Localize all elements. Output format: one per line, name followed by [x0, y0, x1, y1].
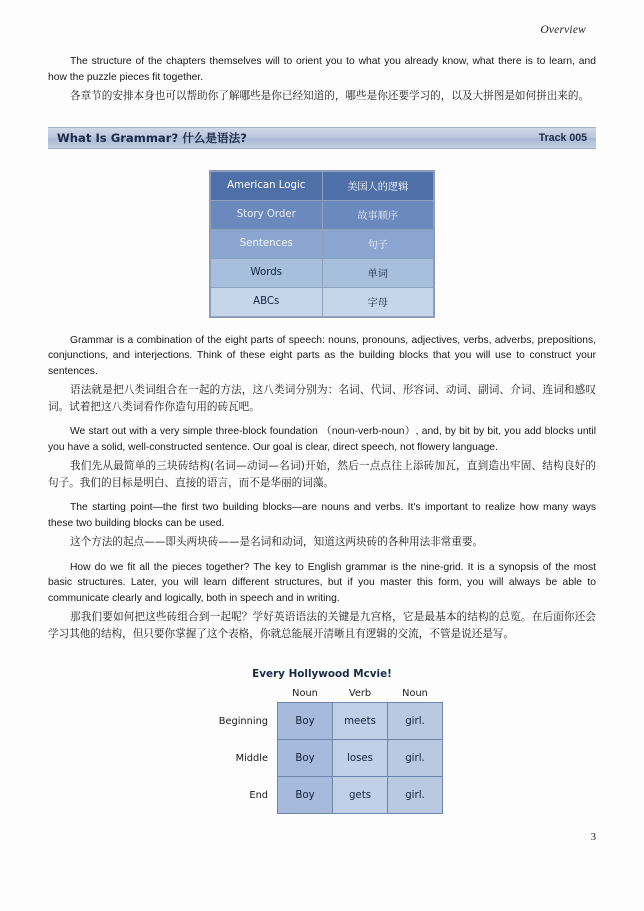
body-paragraph-3-cn: 这个方法的起点——即头两块砖——是名词和动词，知道这两块砖的各种用法非常重要。 — [70, 536, 484, 548]
grammar-pyramid-figure — [48, 171, 596, 317]
grid-cell: Boy — [278, 703, 333, 740]
pyramid-cell-cn: 故事顺序 — [322, 200, 434, 229]
pyramid-cell-en: Words — [211, 258, 323, 287]
table-row — [211, 287, 434, 316]
column-header-verb: Verb — [348, 687, 372, 699]
grid-cell: girl. — [388, 740, 443, 777]
pyramid-cell-en: ABCs — [211, 287, 323, 316]
column-header-noun-1: Noun — [292, 687, 318, 699]
corner-spacer — [201, 684, 278, 703]
intro-paragraph-cn: 各章节的安排本身也可以帮助你了解哪些是你已经知道的，哪些是你还要学习的，以及大拼图是如何拼出来的。 — [70, 90, 590, 102]
body-paragraph-2-cn: 我们先从最简单的三块砖结构(名词—动词—名词)开始，然后一点点往上添砖加瓦，直到造出牢固、结构良好的句子。我们的目标是明白、直接的语言，而不是华丽的词藻。 — [48, 460, 596, 489]
row-label-middle: Middle — [235, 752, 268, 764]
body-paragraph-2-en: We start out with a very simple three-block foundation （noun-verb-noun）, and, by bit by bit, you add blocks until you have a solid, well-constructed sentence. Our goal is clear, direct speech, not flowery language. — [48, 426, 596, 453]
nine-grid-table — [201, 684, 443, 814]
grid-cell: loses — [333, 740, 388, 777]
body-paragraph-3-en: The starting point—the first two building blocks—are nouns and verbs. It's important to realize how many ways these two building blocks can be used. — [48, 502, 596, 529]
pyramid-cell-cn: 单词 — [322, 258, 434, 287]
table-header-row — [201, 684, 443, 703]
grid-cell: Boy — [278, 740, 333, 777]
grid-cell: Boy — [278, 777, 333, 814]
body-paragraph-4-cn: 那我们要如何把这些砖组合到一起呢？学好英语语法的关键是九宫格，它是最基本的结构的总览。在后面你还会学习其他的结构，但只要你掌握了这个表格，你就总能展开清晰且有逻辑的交流，不管是说还是写。 — [48, 611, 596, 640]
section-header-bar — [48, 127, 596, 149]
grid-cell: gets — [333, 777, 388, 814]
table-row — [201, 703, 443, 740]
pyramid-cell-en: Sentences — [211, 229, 323, 258]
table-row — [201, 777, 443, 814]
nine-grid-title: Every Hollywood Mcvie! — [252, 668, 392, 680]
grid-cell: girl. — [388, 703, 443, 740]
body-paragraph-4-en: How do we fit all the pieces together? The key to English grammar is the nine-grid. It is a synopsis of the most basic structures. Later, you will learn different structures, but if you master this form, you will always be able to communicate clearly and logically, both in speech and in writing. — [48, 561, 596, 604]
page-number: 3 — [590, 832, 596, 843]
table-row — [211, 229, 434, 258]
intro-block — [48, 54, 596, 105]
pyramid-cell-cn: 美国人的逻辑 — [322, 171, 434, 200]
body-paragraph-1-cn: 语法就是把八类词组合在一起的方法，这八类词分别为：名词、代词、形容词、动词、副词、介词、连词和感叹词。试着把这八类词看作你造句用的砖瓦吧。 — [48, 384, 596, 413]
pyramid-cell-en: Story Order — [211, 200, 323, 229]
section-title: What Is Grammar? 什么是语法? — [57, 130, 247, 145]
section-track-label: Track 005 — [538, 131, 587, 144]
grid-cell: girl. — [388, 777, 443, 814]
running-head: Overview — [540, 24, 586, 36]
table-row — [211, 171, 434, 200]
grammar-pyramid-table — [210, 171, 434, 317]
grid-cell: meets — [333, 703, 388, 740]
table-row — [201, 740, 443, 777]
pyramid-cell-cn: 字母 — [322, 287, 434, 316]
column-header-noun-2: Noun — [402, 687, 428, 699]
table-row — [211, 258, 434, 287]
nine-grid-figure — [48, 668, 596, 814]
pyramid-cell-en: American Logic — [211, 171, 323, 200]
intro-paragraph-en: The structure of the chapters themselves will to orient you to what you already know, what there is to learn, and how the puzzle pieces fit together. — [48, 56, 596, 83]
table-row — [211, 200, 434, 229]
pyramid-cell-cn: 句子 — [322, 229, 434, 258]
row-label-beginning: Beginning — [218, 715, 268, 727]
body-paragraph-1-en: Grammar is a combination of the eight parts of speech: nouns, pronouns, adjectives, verbs, adverbs, prepositions, conjunctions, and interjections. Think of these eight parts as the building blocks that you will use to construct your sentences. — [48, 334, 596, 377]
row-label-end: End — [249, 789, 268, 801]
